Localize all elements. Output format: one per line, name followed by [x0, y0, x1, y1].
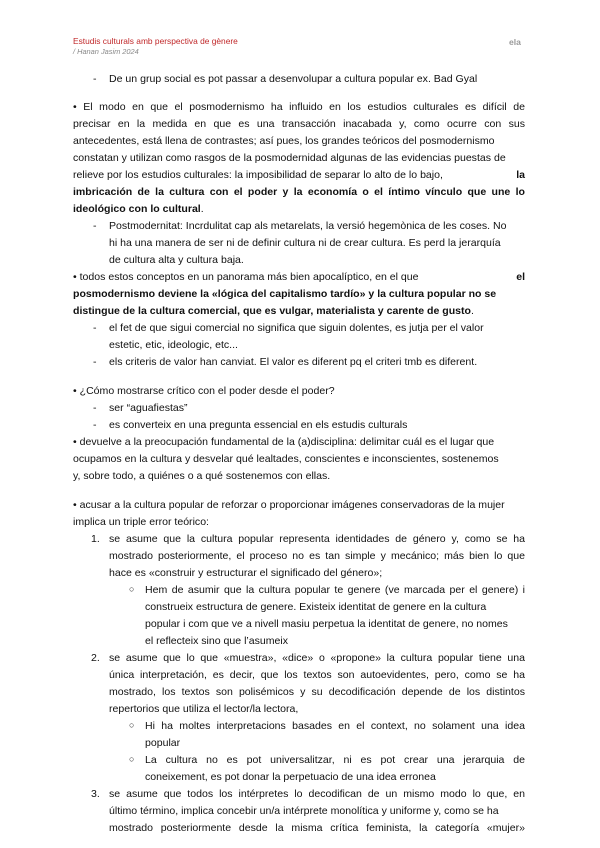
paragraph-line: Postmodernitat: Incrdulitat cap als metarelats, la versió hegemònica de les coses. No [109, 220, 507, 232]
line-text: • todos estos conceptos en un panorama más bien apocalíptico, en el que [73, 271, 419, 283]
paragraph-line: mostrado, los textos son polisémicos y su decodificación depende de los distintos [109, 686, 525, 698]
paragraph-line: Hi ha moltes interpretacions basades en el context, no solament una idea [145, 720, 525, 732]
paragraph-line: estetic, etic, ideologic, etc... [109, 339, 238, 351]
line-text: relieve por los estudios culturales: la imposibilidad de separar lo alto de lo bajo, [73, 169, 443, 181]
dash-marker: - [93, 402, 97, 414]
paragraph-line: mostrado posteriormente desde la misma crítica feminista, la categoría «mujer» [109, 822, 525, 834]
dash-marker: - [93, 419, 97, 431]
paragraph-line: ser “aguafiestas” [109, 402, 188, 414]
bold-text: distingue de la cultura comercial, que es vulgar, materialista y carente de gusto [73, 305, 471, 317]
paragraph-line: única interpretación, es decir, que los textos son autoevidentes, pero, como se ha [109, 669, 525, 681]
header-logo: ela [509, 37, 521, 47]
paragraph-line: De un grup social es pot passar a desenvolupar a cultura popular ex. Bad Gyal [109, 73, 478, 85]
bold-text: ideológico con lo cultural [73, 203, 201, 215]
paragraph-line [73, 169, 525, 181]
paragraph-line: es converteix en una pregunta essencial en els estudis culturals [109, 419, 408, 431]
paragraph-line: construeix estructura de genere. Existeix identitat de genere en la cultura [145, 601, 487, 613]
paragraph-line: último término, implica concebir un/a intérprete monolítica y uniforme y, como se ha [109, 805, 499, 817]
circle-bullet: ○ [129, 584, 135, 594]
line-text: . [200, 203, 204, 215]
paragraph-line: La cultura no es pot universalitzar, ni es pot crear una jerarquia de [145, 754, 525, 766]
paragraph-line: coneixement, es pot donar la perpetuacio de una idea erronea [145, 771, 436, 783]
paragraph-line: el fet de que sigui comercial no significa que siguin dolentes, es jutja per el valor [109, 322, 484, 334]
bold-text: la [516, 169, 525, 181]
paragraph-line: repertorios que utiliza el lector/la lectora, [109, 703, 299, 715]
paragraph-line: els criteris de valor han canviat. El valor es diferent pq el criteri tmb es diferent. [109, 356, 478, 368]
paragraph-line: • El modo en que el posmodernismo ha influido en los estudios culturales es difícil de [73, 101, 525, 113]
dash-marker: - [93, 322, 97, 334]
paragraph-line: se asume que lo que «muestra», «dice» o «propone» la cultura popular tiene una [109, 652, 525, 664]
document-header-author: / Hanan Jasim 2024 [73, 47, 139, 56]
paragraph-line: popular [145, 737, 181, 749]
paragraph-line: Hem de asumir que la cultura popular te genere (ve marcada per el genere) i [145, 584, 525, 596]
paragraph-line: se asume que la cultura popular representa identidades de género y, como se ha [109, 533, 525, 545]
document-header-title: Estudis culturals amb perspectiva de gènere [73, 36, 238, 46]
paragraph-line [73, 203, 204, 215]
paragraph-line: se asume que todos los intérpretes lo decodifican de un mismo modo lo que, en [109, 788, 525, 800]
dash-marker: - [93, 356, 97, 368]
list-number: 3. [91, 788, 100, 800]
dash-marker: - [93, 73, 97, 85]
dash-marker: - [93, 220, 97, 232]
paragraph-line [73, 305, 474, 317]
line-text: . [471, 305, 474, 317]
paragraph-line: constatan y utilizan como rasgos de la posmodernidad algunas de las evidencias puestas de [73, 152, 506, 164]
circle-bullet: ○ [129, 754, 135, 764]
bold-paragraph-line: posmodernismo deviene la «lógica del capitalismo tardío» y la cultura popular no se [73, 288, 497, 300]
paragraph-line: popular i com que ve a nivell masiu perpetua la identitat de genere, no nomes [145, 618, 508, 630]
bold-text: el [516, 271, 525, 283]
paragraph-line: hi ha una manera de ser ni de definir cultura ni de crear cultura. Es perd la jerarquía [109, 237, 501, 249]
paragraph-line: y, sobre todo, a quiénes o a qué sostenemos con ellas. [73, 470, 331, 482]
paragraph-line: • ¿Cómo mostrarse crítico con el poder desde el poder? [73, 385, 335, 397]
paragraph-line: • acusar a la cultura popular de reforzar o proporcionar imágenes conservadoras de la mujer [73, 499, 505, 511]
paragraph-line: de cultura alta y cultura baja. [109, 254, 244, 266]
circle-bullet: ○ [129, 720, 135, 730]
bold-paragraph-line: imbricación de la cultura con el poder y la economía o el íntimo vínculo que une lo [73, 186, 525, 198]
paragraph-line: ocupamos en la cultura y desvelar qué lealtades, conscientes e inconscientes, sostenemos [73, 453, 499, 465]
paragraph-line: precisar en la medida en que es una transacción inacabada y, como ocurre con sus [73, 118, 525, 130]
paragraph-line [73, 271, 525, 283]
paragraph-line: implica un triple error teórico: [73, 516, 209, 528]
paragraph-line: el reflecteix sino que l’asumeix [145, 635, 289, 647]
paragraph-line: hace es «construir y estructurar el significado del género»; [109, 567, 383, 579]
list-number: 2. [91, 652, 100, 664]
paragraph-line: mostrado posteriormente, el proceso no es tan simple y mecánico; más bien lo que [109, 550, 525, 562]
list-number: 1. [91, 533, 100, 545]
paragraph-line: antecedentes, está llena de contrastes; así pues, los grandes teóricos del posmodernismo [73, 135, 495, 147]
paragraph-line: • devuelve a la preocupación fundamental de la (a)disciplina: delimitar cuál es el lugar que [73, 436, 495, 448]
